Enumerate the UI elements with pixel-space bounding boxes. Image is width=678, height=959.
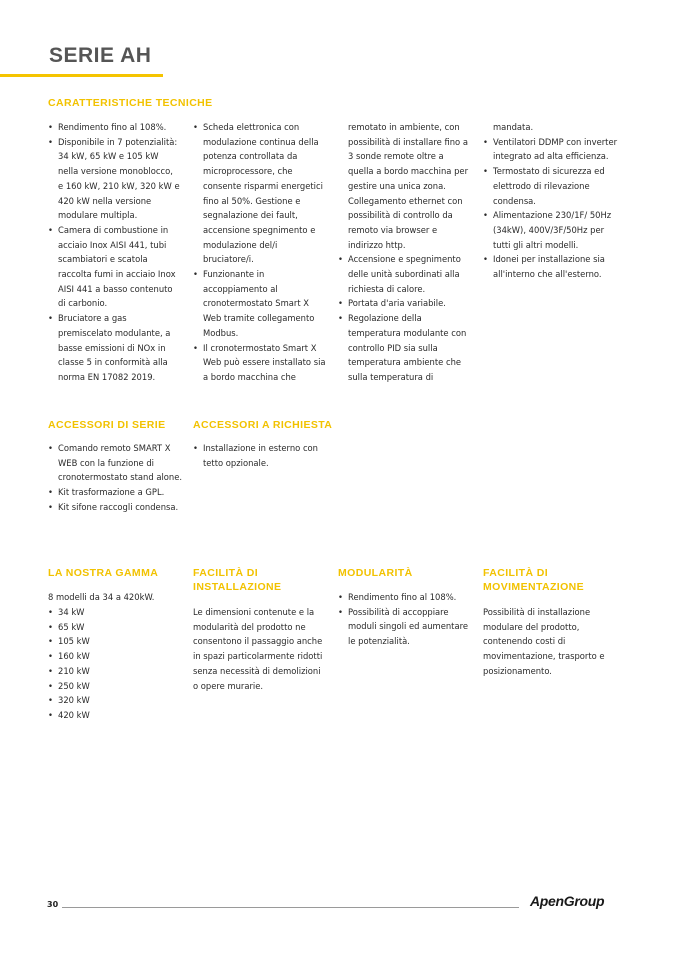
list-item: • Idonei per installazione sia all'interno che all'esterno. [483, 252, 618, 281]
list-item: • 250 kW [48, 679, 168, 694]
installazione-heading: FACILITÀ DI INSTALLAZIONE [193, 567, 282, 593]
list-item: • 34 kW [48, 605, 168, 620]
gamma-list [48, 605, 168, 723]
list-item: • Bruciatore a gas premiscelato modulante, a basse emissioni di NOx in classe 5 in conformità alla norma EN 17082 2019. [48, 311, 180, 385]
installazione-text: Le dimensioni contenute e la modularità del prodotto ne consentono il passaggio anche in spazi particolarmente ridotti senza necessità di demolizioni o opere murarie. [193, 607, 323, 691]
accessori-serie-list [48, 441, 183, 515]
tech-heading: CARATTERISTICHE TECNICHE [48, 97, 213, 109]
title-underline [0, 74, 163, 77]
list-item: • Rendimento fino al 108%. [48, 120, 180, 135]
modularita-heading: MODULARITÀ [338, 567, 413, 579]
list-item: • 105 kW [48, 634, 168, 649]
list-item: • Funzionante in accoppiamento al cronotermostato Smart X Web tramite collegamento Modbus. [193, 267, 328, 341]
list-item: • Kit sifone raccogli condensa. [48, 500, 183, 515]
list-item: • Kit trasformazione a GPL. [48, 485, 183, 500]
movimentazione-heading: FACILITÀ DI MOVIMENTAZIONE [483, 567, 585, 593]
apengroup-logo: ApenGroup [530, 893, 605, 909]
page-title: SERIE AH [49, 44, 152, 67]
list-item: • 65 kW [48, 620, 168, 635]
list-item: • Regolazione della temperatura modulante con controllo PID sia sulla temperatura ambiente che sulla temperatura di [338, 311, 470, 385]
page-number: 30 [47, 900, 59, 909]
modularita-list [338, 590, 472, 649]
list-item: • Il cronotermostato Smart X Web può essere installato sia a bordo macchina che [193, 341, 328, 385]
list-item: • Ventilatori DDMP con inverter integrato ad alta efficienza. [483, 135, 618, 164]
list-item: • Termostato di sicurezza ed elettrodo di rilevazione condensa. [483, 164, 618, 208]
tech-col-3 [338, 120, 470, 385]
list-item: • Rendimento fino al 108%. [338, 590, 472, 605]
list-item: • Scheda elettronica con modulazione continua della potenza controllata da microprocessore, che consente risparmi energetici fino al 50%. Gestione e segnalazione dei fault, accensione spegnimento e modulazione del/i bruciatore/i. [193, 120, 328, 267]
list-item: • 320 kW [48, 693, 168, 708]
list-item: • Possibilità di accoppiare moduli singoli ed aumentare le potenzialità. [338, 605, 472, 649]
tech-col-4 [483, 120, 618, 282]
list-item: • Disponibile in 7 potenzialità: 34 kW, 65 kW e 105 kW nella versione monoblocco, e 160 kW, 210 kW, 320 kW e 420 kW nella versione modulare multipla. [48, 135, 180, 223]
list-item: • Portata d'aria variabile. [338, 296, 470, 311]
list-item: • Comando remoto SMART X WEB con la funzione di cronotermostato stand alone. [48, 441, 183, 485]
list-item: • Alimentazione 230/1F/ 50Hz (34kW), 400V/3F/50Hz per tutti gli altri modelli. [483, 208, 618, 252]
accessori-serie-heading: ACCESSORI DI SERIE [48, 419, 166, 431]
list-item: • Installazione in esterno con tetto opzionale. [193, 441, 328, 470]
gamma-intro: 8 modelli da 34 a 420kW. [48, 592, 155, 602]
list-item-continuation: remotato in ambiente, con possibilità di installare fino a 3 sonde remote oltre a quella a bordo macchina per gestire una unica zona. Collegamento ethernet con possibilità di controllo da remoto via browser e indirizzo http. [348, 122, 469, 250]
list-item: • 210 kW [48, 664, 168, 679]
movimentazione-text: Possibilità di installazione modulare del prodotto, contenendo costi di movimentazione, trasporto e posizionamento. [483, 607, 605, 676]
tech-col-1 [48, 120, 180, 385]
list-item: • 160 kW [48, 649, 168, 664]
list-item: • Accensione e spegnimento delle unità subordinati alla richiesta di calore. [338, 252, 470, 296]
list-item-continuation: mandata. [493, 122, 534, 132]
accessori-richiesta-heading: ACCESSORI A RICHIESTA [193, 419, 333, 431]
list-item: • Camera di combustione in acciaio Inox AISI 441, tubi scambiatori e scatola raccolta fumi in acciaio Inox AISI 441 a basso contenuto di carbonio. [48, 223, 180, 311]
list-item: • 420 kW [48, 708, 168, 723]
gamma-heading: LA NOSTRA GAMMA [48, 567, 159, 579]
accessori-richiesta-list [193, 441, 328, 470]
tech-col-2 [193, 120, 328, 385]
footer-divider [62, 907, 519, 908]
